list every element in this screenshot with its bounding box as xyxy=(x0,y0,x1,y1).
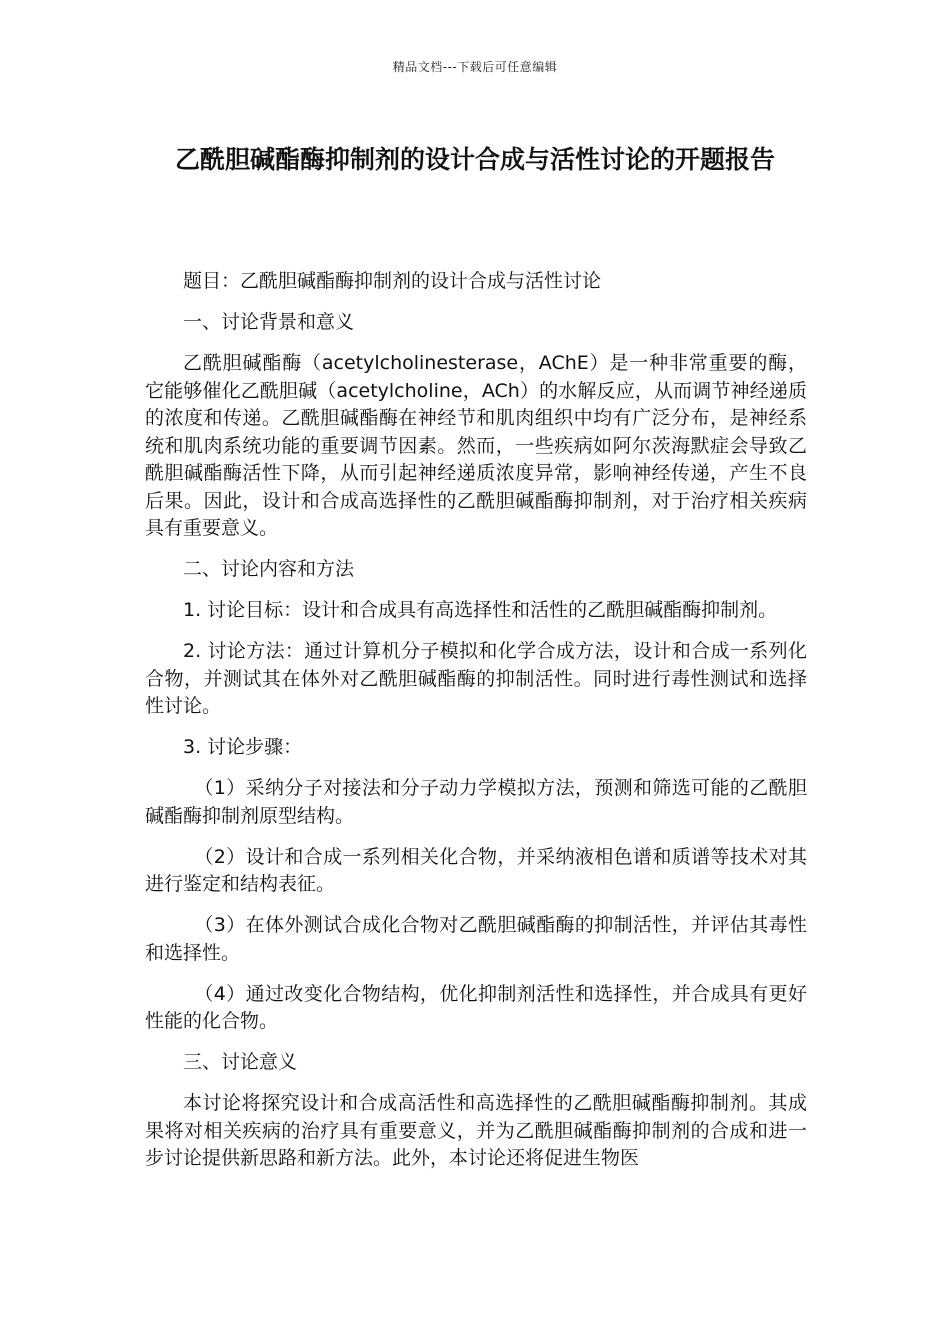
topic-line: 题目：乙酰胆碱酯酶抑制剂的设计合成与活性讨论 xyxy=(183,270,602,292)
section-heading-content-methods: 二、讨论内容和方法 xyxy=(183,558,355,580)
significance-paragraph: 本讨论将探究设计和合成高活性和高选择性的乙酰胆碱酯酶抑制剂。其成果将对相关疾病的治疗具有重要意义，并为乙酰胆碱酯酶抑制剂的合成和进一步讨论提供新思路和新方法。此外，本讨论还将促进生物医 xyxy=(145,1092,807,1169)
step-2-paragraph: （2）设计和合成一系列相关化合物，并采纳液相色谱和质谱等技术对其进行鉴定和结构表征。 xyxy=(145,845,807,895)
section-heading-background: 一、讨论背景和意义 xyxy=(183,311,355,333)
section-heading-significance: 三、讨论意义 xyxy=(183,1051,298,1073)
method-paragraph: 2. 讨论方法：通过计算机分子模拟和化学合成方法，设计和合成一系列化合物，并测试其在体外对乙酰胆碱酯酶的抑制活性。同时进行毒性测试和选择性讨论。 xyxy=(145,640,807,717)
document-title: 乙酰胆碱酯酶抑制剂的设计合成与活性讨论的开题报告 xyxy=(174,145,775,174)
document-body xyxy=(145,268,807,1186)
step-1-paragraph: （1）采纳分子对接法和分子动力学模拟方法，预测和筛选可能的乙酰胆碱酯酶抑制剂原型结构。 xyxy=(145,777,807,827)
step-4-paragraph: （4）通过改变化合物结构，优化抑制剂活性和选择性，并合成具有更好性能的化合物。 xyxy=(145,982,807,1032)
step-3-paragraph: （3）在体外测试合成化合物对乙酰胆碱酯酶的抑制活性，并评估其毒性和选择性。 xyxy=(145,914,807,964)
goal-paragraph: 1. 讨论目标：设计和合成具有高选择性和活性的乙酰胆碱酯酶抑制剂。 xyxy=(183,599,778,621)
steps-heading: 3. 讨论步骤： xyxy=(183,736,303,758)
background-paragraph: 乙酰胆碱酯酶（acetylcholinesterase，AChE）是一种非常重要的酶，它能够催化乙酰胆碱（acetylcholine，ACh）的水解反应，从而调节神经递质的浓度和传递。乙酰胆碱酯酶在神经节和肌肉组织中均有广泛分布，是神经系统和肌肉系统功能的重要调节因素。然而，一些疾病如阿尔茨海默症会导致乙酰胆碱酯酶活性下降，从而引起神经递质浓度异常，影响神经传递，产生不良后果。因此，设计和合成高选择性的乙酰胆碱酯酶抑制剂，对于治疗相关疾病具有重要意义。 xyxy=(145,352,807,539)
header-note: 精品文档---下载后可任意编辑 xyxy=(392,60,558,74)
